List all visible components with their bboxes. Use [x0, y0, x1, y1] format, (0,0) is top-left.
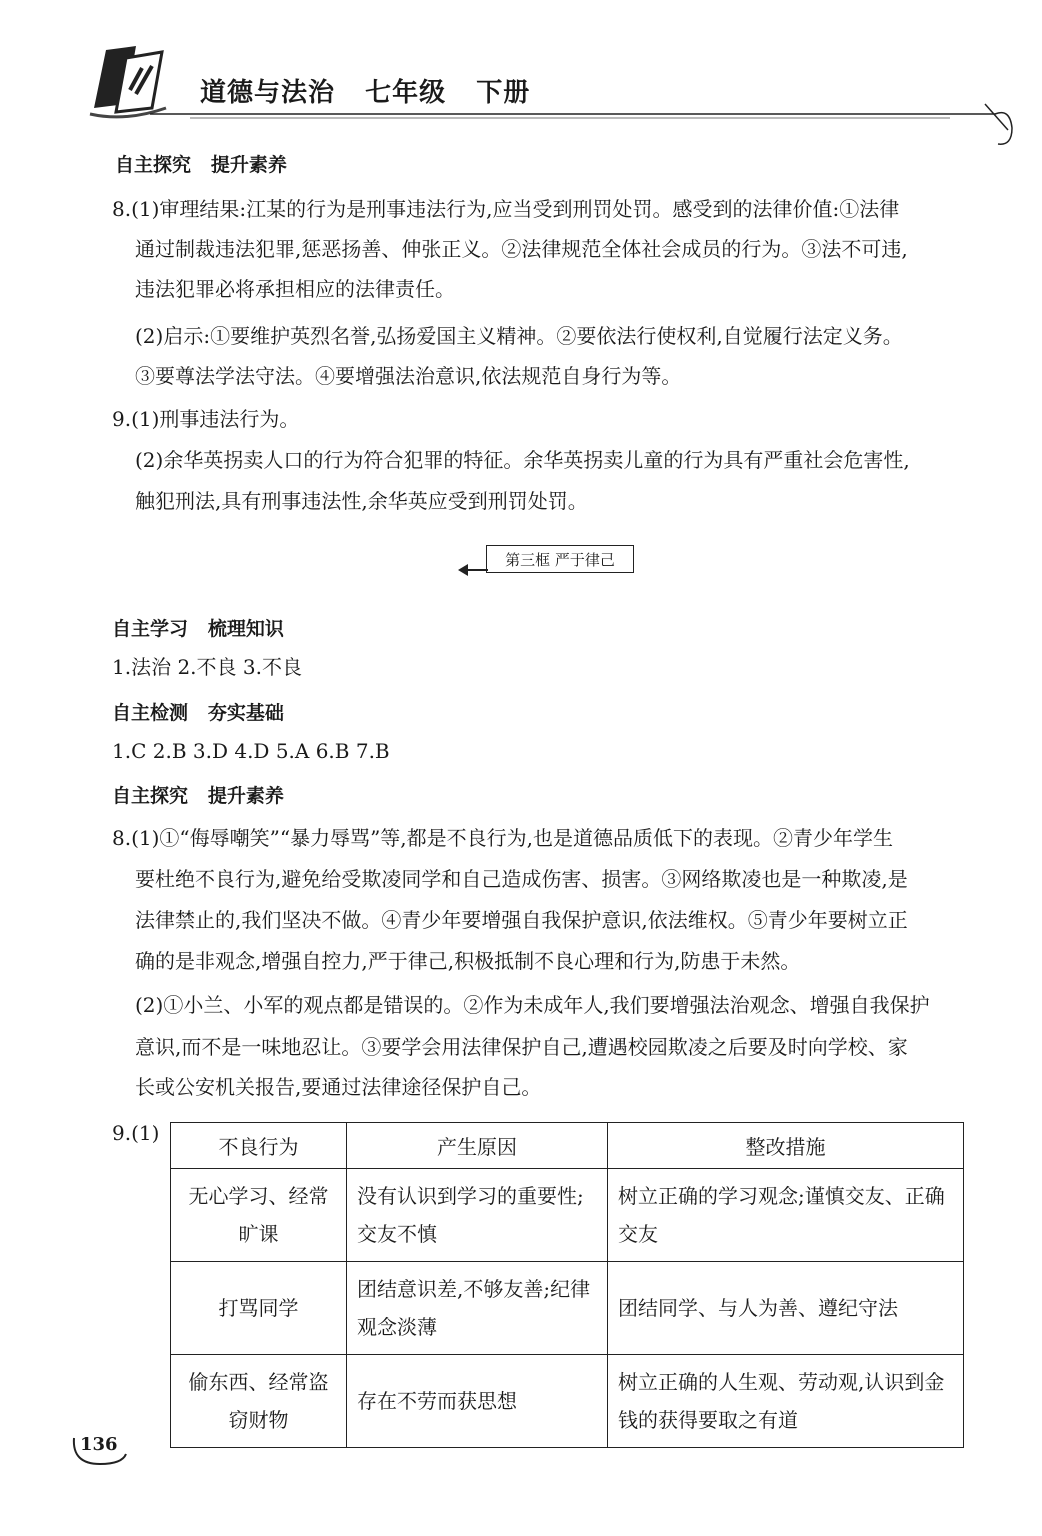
table-cell: 偷东西、经常盗窃财物 — [171, 1355, 347, 1448]
answer-line: 1.法治 2.不良 3.不良 — [112, 655, 302, 679]
page-number: 136 — [80, 1434, 118, 1455]
answer-line: (2)①小兰、小军的观点都是错误的。②作为未成年人,我们要增强法治观念、增强自我保护 — [135, 993, 930, 1017]
table-cell: 树立正确的人生观、劳动观,认识到金钱的获得要取之有道 — [608, 1355, 964, 1448]
table-header: 产生原因 — [347, 1123, 608, 1169]
section-heading: 自主学习 梳理知识 — [112, 618, 284, 640]
answer-line: 通过制裁违法犯罪,惩恶扬善、伸张正义。②法律规范全体社会成员的行为。③法不可违, — [135, 237, 908, 261]
answer-line: 确的是非观念,增强自控力,严于律己,积极抵制不良心理和行为,防患于未然。 — [135, 949, 801, 973]
table-row — [171, 1169, 964, 1262]
table-cell: 团结同学、与人为善、遵纪守法 — [608, 1262, 964, 1355]
table-cell: 无心学习、经常旷课 — [171, 1169, 347, 1262]
table-row — [171, 1262, 964, 1355]
frame-title: 第三框 严于律己 — [486, 545, 634, 573]
arrow-left-icon — [456, 560, 488, 580]
answer-line: 要杜绝不良行为,避免给受欺凌同学和自己造成伤害、损害。③网络欺凌也是一种欺凌,是 — [135, 867, 908, 891]
section-heading: 自主探究 提升素养 — [115, 154, 287, 176]
section-heading: 自主检测 夯实基础 — [112, 702, 284, 724]
table-header: 不良行为 — [171, 1123, 347, 1169]
answer-line: 1.C 2.B 3.D 4.D 5.A 6.B 7.B — [112, 739, 390, 763]
question-label: 9.(1) — [112, 1121, 160, 1145]
table-cell: 打骂同学 — [171, 1262, 347, 1355]
table-cell: 存在不劳而获思想 — [347, 1355, 608, 1448]
answer-line: (2)启示:①要维护英烈名誉,弘扬爱国主义精神。②要依法行使权利,自觉履行法定义务。 — [135, 324, 903, 348]
table-cell: 团结意识差,不够友善;纪律观念淡薄 — [347, 1262, 608, 1355]
answer-line: 法律禁止的,我们坚决不做。④青少年要增强自我保护意识,依法维权。⑤青少年要树立正 — [135, 908, 908, 932]
header-title: 道德与法治 七年级 下册 — [200, 78, 531, 108]
answer-line: 8.(1)①“侮辱嘲笑”“暴力辱骂”等,都是不良行为,也是道德品质低下的表现。②青少年学生 — [112, 826, 894, 850]
answer-line: 长或公安机关报告,要通过法律途径保护自己。 — [135, 1075, 542, 1099]
answer-line: 触犯刑法,具有刑事违法性,余华英应受到刑罚处罚。 — [135, 489, 588, 513]
table-cell: 没有认识到学习的重要性;交友不慎 — [347, 1169, 608, 1262]
answer-line: 意识,而不是一味地忍让。③要学会用法律保护自己,遭遇校园欺凌之后要及时向学校、家 — [135, 1035, 908, 1059]
table-cell: 树立正确的学习观念;谨慎交友、正确交友 — [608, 1169, 964, 1262]
answer-line: 8.(1)审理结果:江某的行为是刑事违法行为,应当受到刑罚处罚。感受到的法律价值:①法律 — [112, 197, 900, 221]
table-header: 整改措施 — [608, 1123, 964, 1169]
behavior-table — [170, 1122, 964, 1448]
answer-line: 违法犯罪必将承担相应的法律责任。 — [135, 277, 455, 301]
answer-line: ③要尊法学法守法。④要增强法治意识,依法规范自身行为等。 — [135, 364, 682, 388]
answer-line: 9.(1)刑事违法行为。 — [112, 407, 300, 431]
section-heading: 自主探究 提升素养 — [112, 785, 284, 807]
answer-line: (2)余华英拐卖人口的行为符合犯罪的特征。余华英拐卖儿童的行为具有严重社会危害性, — [135, 448, 910, 472]
table-row — [171, 1355, 964, 1448]
table-header-row — [171, 1123, 964, 1169]
